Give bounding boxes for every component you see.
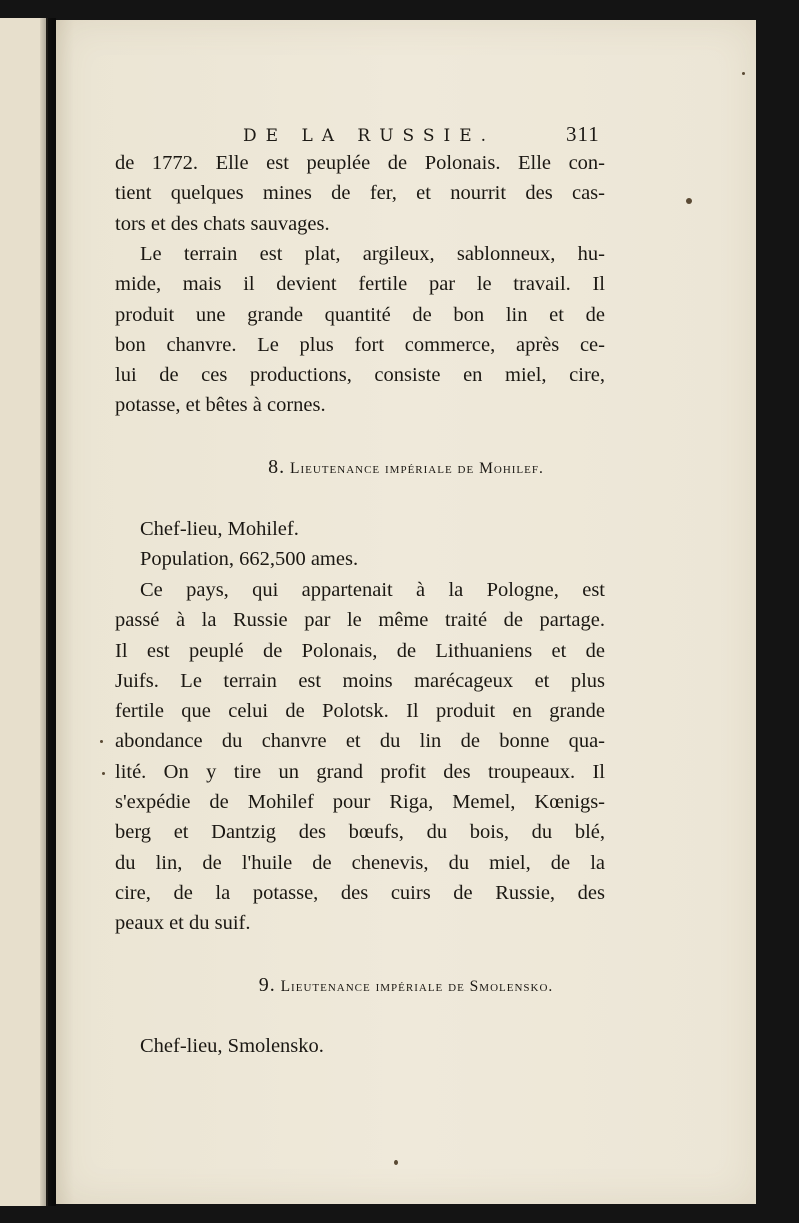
text-line: bon chanvre. Le plus fort commerce, après ce- bbox=[115, 333, 605, 356]
section-heading-8 bbox=[56, 456, 756, 479]
section-title: Lieutenance impériale de Smolensko. bbox=[280, 978, 554, 995]
population-line: Population, 662,500 ames. bbox=[140, 548, 359, 571]
text-line: Le terrain est plat, argileux, sablonneux, hu- bbox=[140, 243, 605, 265]
chef-lieu-line: Chef-lieu, Smolensko. bbox=[140, 1035, 324, 1057]
text-line: potasse, et bêtes à cornes. bbox=[115, 394, 326, 417]
text-line: tors et des chats sauvages. bbox=[115, 212, 330, 235]
paper-speck bbox=[394, 1160, 398, 1165]
paragraph-3 bbox=[115, 575, 605, 939]
text-line: de 1772. Elle est peuplée de Polonais. Elle con- bbox=[115, 152, 605, 174]
section-9-info bbox=[115, 1031, 605, 1061]
text-line: produit une grande quantité de bon lin et de bbox=[115, 303, 605, 326]
page-number: 311 bbox=[566, 122, 600, 146]
paragraph-2 bbox=[115, 239, 605, 421]
paragraph-1 bbox=[115, 148, 605, 239]
text-line: s'expédie de Mohilef pour Riga, Memel, Kœnigs- bbox=[115, 791, 605, 814]
text-line: cire, de la potasse, des cuirs de Russie, des bbox=[115, 881, 605, 904]
section-8-info bbox=[115, 514, 605, 575]
book-page bbox=[56, 20, 756, 1204]
text-line: fertile que celui de Polotsk. Il produit en grande bbox=[115, 700, 605, 723]
paper-speck bbox=[686, 198, 692, 204]
section-heading-9 bbox=[56, 974, 756, 997]
section-number: 8. bbox=[268, 456, 286, 478]
text-line: peaux et du suif. bbox=[115, 912, 251, 935]
text-line: tient quelques mines de fer, et nourrit des cas- bbox=[115, 182, 605, 205]
text-line: berg et Dantzig des bœufs, du bois, du blé, bbox=[115, 821, 605, 844]
text-line: Ce pays, qui appartenait à la Pologne, est bbox=[140, 579, 605, 601]
text-line: passé à la Russie par le même traité de partage. bbox=[115, 609, 605, 632]
text-line: Il est peuplé de Polonais, de Lithuaniens et de bbox=[115, 639, 605, 662]
text-line: abondance du chanvre et du lin de bonne qua- bbox=[115, 730, 605, 753]
paper-speck bbox=[102, 772, 105, 775]
paper-speck bbox=[100, 740, 103, 743]
text-line: lité. On y tire un grand profit des troupeaux. Il bbox=[115, 760, 605, 783]
text-line: du lin, de l'huile de chenevis, du miel, de la bbox=[115, 851, 605, 874]
text-line: lui de ces productions, consiste en miel, cire, bbox=[115, 364, 605, 387]
paper-speck bbox=[742, 72, 745, 75]
section-title: Lieutenance impériale de Mohilef. bbox=[290, 460, 544, 477]
gutter-shadow bbox=[40, 18, 56, 1206]
running-head: DE LA RUSSIE. bbox=[243, 126, 496, 146]
text-line: Juifs. Le terrain est moins marécageux et plus bbox=[115, 669, 605, 692]
chef-lieu-line: Chef-lieu, Mohilef. bbox=[140, 518, 299, 540]
section-number: 9. bbox=[258, 974, 276, 996]
text-line: mide, mais il devient fertile par le travail. Il bbox=[115, 273, 605, 296]
